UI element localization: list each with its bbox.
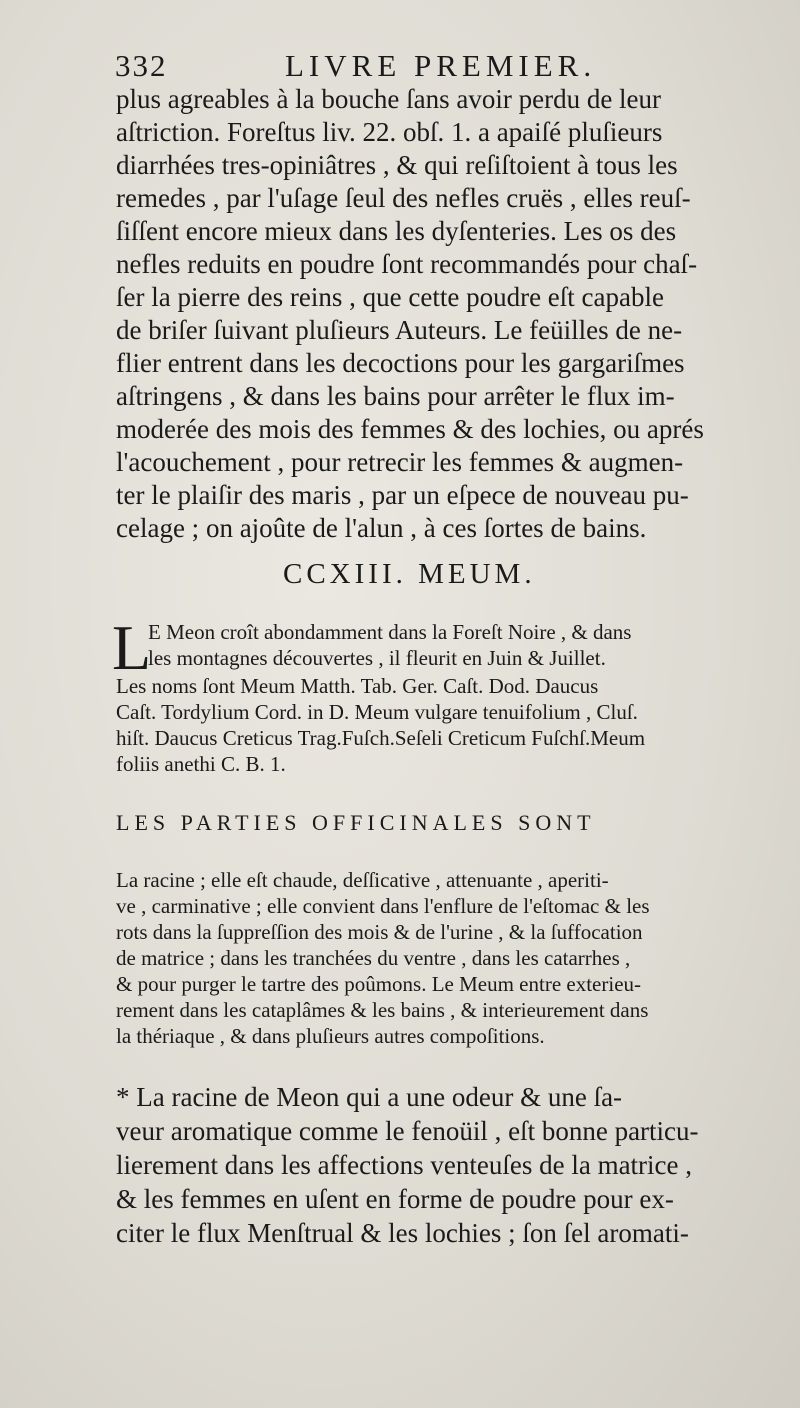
text-line: hiſt. Daucus Creticus Trag.Fuſch.Seſeli Creticum Fuſchſ.Meum: [116, 726, 646, 750]
text-line: Les noms ſont Meum Matth. Tab. Ger. Caſt. Dod. Daucus: [116, 674, 599, 698]
text-line: flier entrent dans les decoctions pour les gargariſmes: [116, 348, 685, 378]
subheading: LES PARTIES OFFICINALES SONT: [116, 810, 596, 835]
text-line: ter le plaiſir des maris , par un eſpece de nouveau pu-: [116, 480, 689, 510]
text-line: plus agreables à la bouche ſans avoir perdu de leur: [116, 84, 662, 114]
text-line: rement dans les cataplâmes & les bains , & interieurement dans: [116, 998, 649, 1022]
text-line: Caſt. Tordylium Cord. in D. Meum vulgare tenuifolium , Cluſ.: [116, 700, 638, 724]
text-line: moderée des mois des femmes & des lochies, ou aprés: [116, 414, 704, 444]
text-line: * La racine de Meon qui a une odeur & une ſa-: [116, 1082, 623, 1112]
section-title: CCXIII. MEUM.: [283, 558, 536, 590]
text-line: de briſer ſuivant pluſieurs Auteurs. Le feüilles de ne-: [116, 315, 683, 345]
text-line: lierement dans les affections venteuſes de la matrice ,: [116, 1150, 693, 1180]
text-line: de matrice ; dans les tranchées du ventre , dans les catarrhes ,: [116, 946, 631, 970]
text-line: la thériaque , & dans pluſieurs autres compoſitions.: [116, 1024, 545, 1048]
text-line: diarrhées tres-opiniâtres , & qui reſiſtoient à tous les: [116, 150, 678, 180]
text-line: aſtriction. Foreſtus liv. 22. obſ. 1. a apaiſé pluſieurs: [116, 117, 663, 147]
page-number: 332: [115, 48, 168, 83]
text-line: E Meon croît abondamment dans la Foreſt Noire , & dans: [148, 620, 632, 644]
running-title: LIVRE PREMIER.: [285, 48, 597, 83]
drop-cap: L: [112, 612, 152, 683]
text-line: citer le flux Menſtrual & les lochies ; ſon ſel aromati-: [116, 1218, 689, 1248]
text-line: & les femmes en uſent en forme de poudre pour ex-: [116, 1184, 674, 1214]
text-line: foliis anethi C. B. 1.: [116, 752, 286, 776]
text-line: remedes , par l'uſage ſeul des nefles cruës , elles reuſ-: [116, 183, 691, 213]
text-line: veur aromatique comme le fenoüil , eſt bonne particu-: [116, 1116, 699, 1146]
text-line: ve , carminative ; elle convient dans l'enflure de l'eſtomac & les: [116, 894, 650, 918]
text-line: La racine ; elle eſt chaude, deſſicative , attenuante , aperiti-: [116, 868, 609, 892]
text-line: ſiſſent encore mieux dans les dyſenteries. Les os des: [116, 216, 677, 246]
text-line: nefles reduits en poudre ſont recommandés pour chaſ-: [116, 249, 698, 279]
text-line: l'acouchement , pour retrecir les femmes & augmen-: [116, 447, 684, 477]
text-line: rots dans la ſuppreſſion des mois & de l'urine , & la ſuffocation: [116, 920, 643, 944]
text-line: les montagnes découvertes , il fleurit en Juin & Juillet.: [148, 646, 606, 670]
text-line: aſtringens , & dans les bains pour arrêter le flux im-: [116, 381, 675, 411]
text-line: ſer la pierre des reins , que cette poudre eſt capable: [116, 282, 664, 312]
text-line: & pour purger le tartre des poûmons. Le Meum entre exterieu-: [116, 972, 642, 996]
text-line: celage ; on ajoûte de l'alun , à ces ſortes de bains.: [116, 513, 647, 543]
